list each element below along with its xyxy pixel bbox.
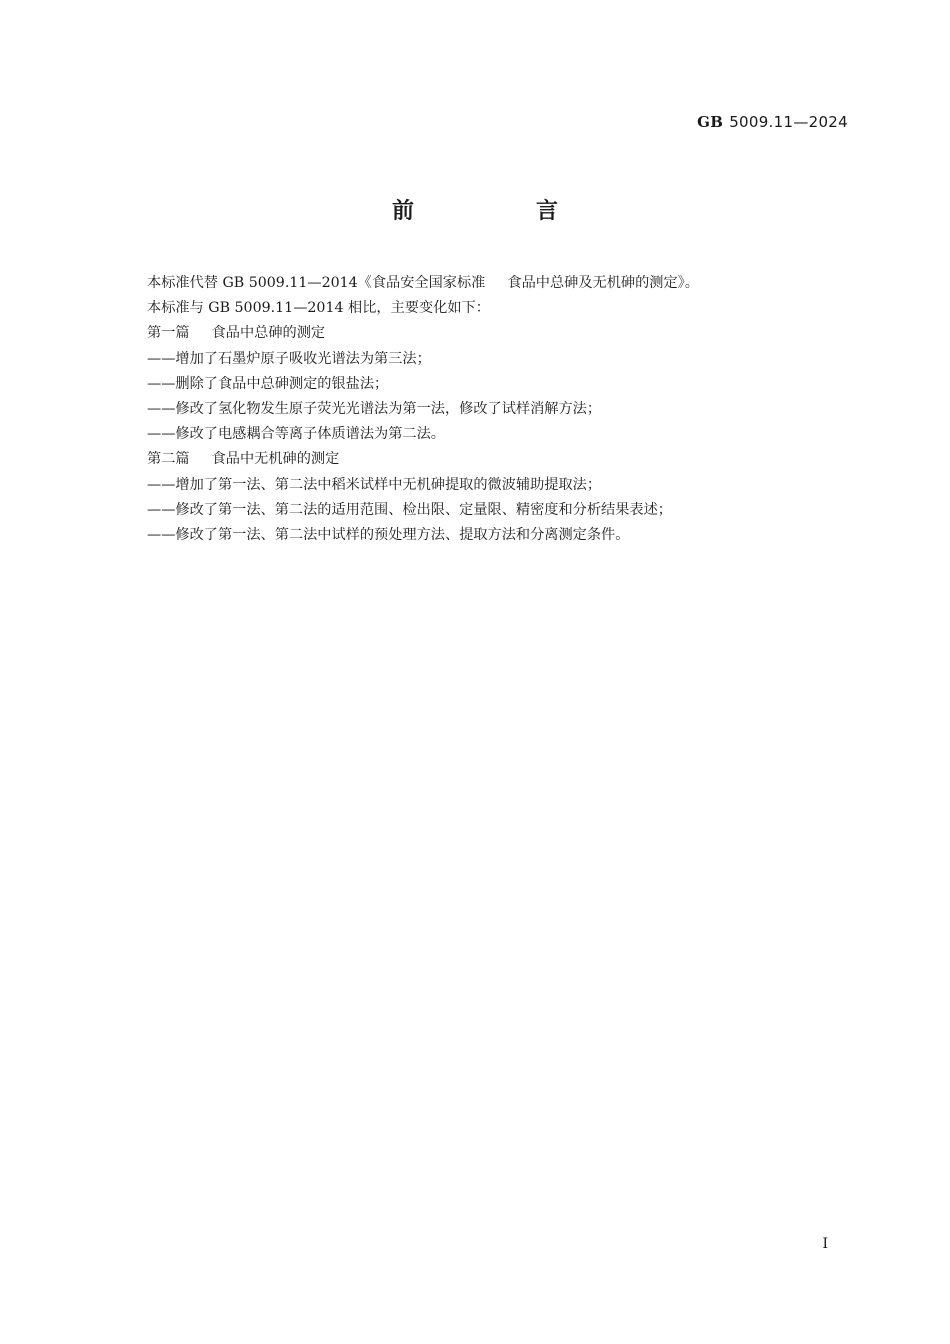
standard-prefix: GB: [697, 113, 724, 131]
paragraph-changes-intro: 本标准与 GB 5009.11—2014 相比，主要变化如下：: [147, 300, 490, 317]
list-item: ——删除了食品中总砷测定的银盐法；: [147, 375, 389, 392]
list-item: ——修改了第一法、第二法中试样的预处理方法、提取方法和分离测定条件。: [147, 527, 630, 544]
page-number: I: [822, 1236, 828, 1252]
document-code-header: [697, 113, 848, 131]
foreword-body: [147, 271, 867, 548]
part-two-heading: 第二篇 食品中无机砷的测定: [147, 451, 340, 468]
list-item: ——修改了电感耦合等离子体质谱法为第二法。: [147, 426, 445, 443]
list-item: ——增加了石墨炉原子吸收光谱法为第三法；: [147, 350, 431, 367]
list-item: ——增加了第一法、第二法中稻米试样中无机砷提取的微波辅助提取法；: [147, 476, 602, 493]
section-title: 前 言: [391, 199, 608, 224]
part-one-heading: 第一篇 食品中总砷的测定: [147, 325, 326, 342]
standard-number: 5009.11—2024: [729, 113, 848, 131]
paragraph-replaces: 本标准代替 GB 5009.11—2014《食品安全国家标准 食品中总砷及无机砷的测定》。: [147, 275, 699, 291]
list-item: ——修改了氢化物发生原子荧光光谱法为第一法，修改了试样消解方法；: [147, 401, 602, 418]
list-item: ——修改了第一法、第二法的适用范围、检出限、定量限、精密度和分析结果表述；: [147, 501, 672, 518]
